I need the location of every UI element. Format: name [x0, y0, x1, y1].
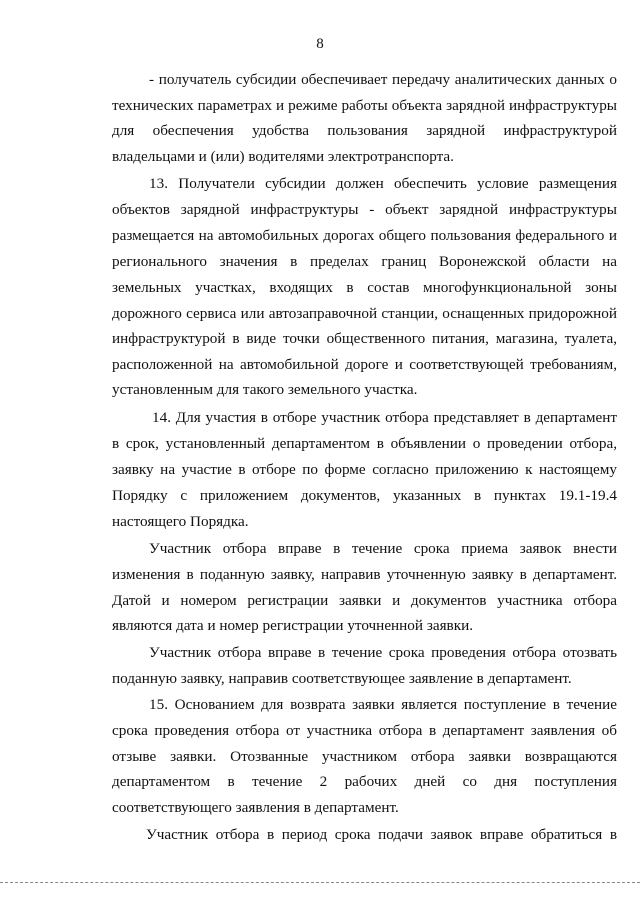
text-line: Датой и номером регистрации заявки и документов участника отбора: [112, 592, 617, 609]
page-number: 8: [316, 36, 324, 52]
text-line: являются дата и номер регистрации уточненной заявки.: [112, 617, 474, 634]
text-line: срока проведения отбора от участника отбора в департамент заявления об: [112, 722, 617, 739]
text-line: земельных участках, входящих в состав многофункциональной зоны: [112, 279, 617, 296]
text-line: размещается на автомобильных дорогах общего пользования федерального и: [112, 227, 617, 244]
text-line: 14. Для участия в отборе участник отбора представляет в департамент: [152, 409, 617, 426]
text-line: для обеспечения удобства пользования зарядной инфраструктурой: [112, 122, 617, 139]
text-line: настоящего Порядка.: [112, 513, 249, 530]
text-line: установленным для такого земельного участка.: [112, 381, 418, 398]
text-line: объектов зарядной инфраструктуры - объект зарядной инфраструктуры: [112, 201, 617, 218]
text-line: инфраструктурой в виде точки общественного питания, магазина, туалета,: [112, 330, 617, 347]
text-line: заявку на участие в отборе по форме согласно приложению к настоящему: [112, 461, 617, 478]
text-line: - получатель субсидии обеспечивает передачу аналитических данных о: [149, 71, 617, 88]
text-line: поданную заявку, направив соответствующее заявление в департамент.: [112, 670, 572, 687]
text-line: 15. Основанием для возврата заявки является поступление в течение: [149, 696, 617, 713]
text-line: 13. Получатели субсидии должен обеспечить условие размещения: [149, 175, 617, 192]
text-line: изменения в поданную заявку, направив уточненную заявку в департамент.: [112, 566, 617, 583]
text-line: Участник отбора в период срока подачи заявок вправе обратиться в: [146, 826, 617, 843]
page-bottom-rule: [0, 882, 640, 883]
text-line: департаментом в течение 2 рабочих дней со дня поступления: [112, 773, 617, 790]
text-line: Порядку с приложением документов, указанных в пунктах 19.1-19.4: [112, 487, 617, 504]
text-line: в срок, установленный департаментом в объявлении о проведении отбора,: [112, 435, 617, 452]
text-line: отзыве заявки. Отозванные участником отбора заявки возвращаются: [112, 748, 617, 765]
text-line: регионального значения в пределах границ Воронежской области на: [112, 253, 617, 270]
text-line: соответствующего заявления в департамент.: [112, 799, 399, 816]
text-line: владельцами и (или) водителями электротранспорта.: [112, 148, 454, 165]
text-line: Участник отбора вправе в течение срока приема заявок внести: [149, 540, 617, 557]
text-line: дорожного сервиса или автозаправочной станции, оснащенных придорожной: [112, 305, 617, 322]
text-line: Участник отбора вправе в течение срока проведения отбора отозвать: [149, 644, 617, 661]
text-line: расположенной на автомобильной дороге и соответствующей требованиям,: [112, 356, 617, 373]
text-line: технических параметрах и режиме работы объекта зарядной инфраструктуры: [112, 97, 617, 114]
